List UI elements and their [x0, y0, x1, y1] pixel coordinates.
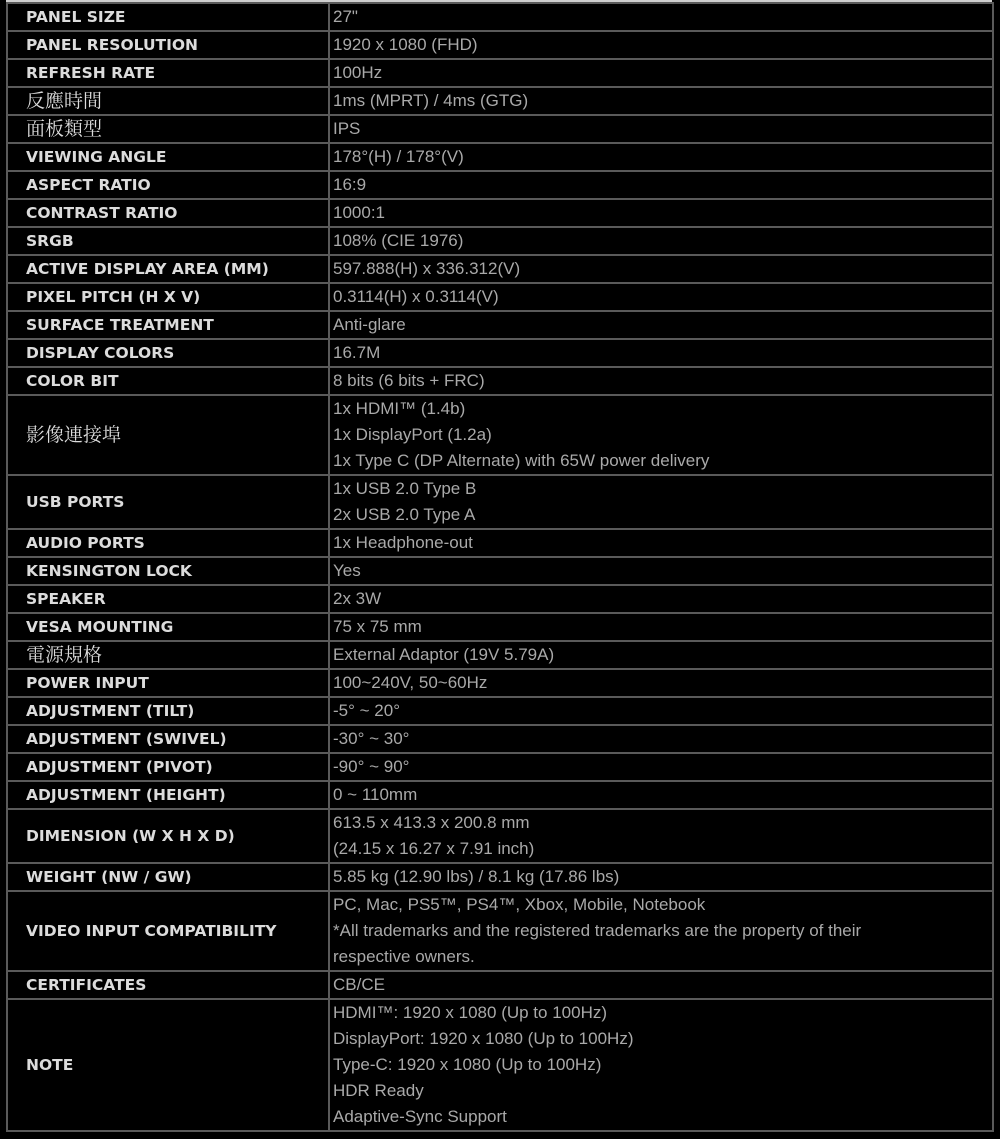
spec-label-text: PANEL RESOLUTION — [26, 36, 199, 54]
spec-value-line: 1x Headphone-out — [333, 533, 473, 552]
spec-value — [329, 115, 993, 143]
spec-label — [7, 255, 329, 283]
spec-value — [329, 891, 993, 971]
spec-label — [7, 227, 329, 255]
spec-value-line: -30° ~ 30° — [333, 729, 410, 748]
spec-row — [7, 31, 993, 59]
spec-label — [7, 395, 329, 475]
spec-value-line: IPS — [333, 119, 361, 138]
spec-label-text: WEIGHT (NW / GW) — [26, 868, 192, 886]
spec-row — [7, 697, 993, 725]
spec-label — [7, 31, 329, 59]
spec-value-line: 1ms (MPRT) / 4ms (GTG) — [333, 91, 529, 110]
spec-label-text: CONTRAST RATIO — [26, 204, 178, 222]
spec-value — [329, 283, 993, 311]
spec-label-text: ADJUSTMENT (HEIGHT) — [26, 786, 226, 804]
spec-value — [329, 971, 993, 999]
spec-row — [7, 59, 993, 87]
spec-value — [329, 87, 993, 115]
spec-value-line: 5.85 kg (12.90 lbs) / 8.1 kg (17.86 lbs) — [333, 867, 620, 886]
spec-value — [329, 669, 993, 697]
spec-label — [7, 87, 329, 115]
spec-label — [7, 199, 329, 227]
spec-label-text: USB PORTS — [26, 493, 125, 511]
spec-row — [7, 971, 993, 999]
spec-row — [7, 613, 993, 641]
spec-value-line: PC, Mac, PS5™, PS4™, Xbox, Mobile, Notebook — [333, 895, 706, 914]
spec-value-line: 1x HDMI™ (1.4b) — [333, 399, 466, 418]
spec-value-line: 0.3114(H) x 0.3114(V) — [333, 287, 499, 306]
spec-row — [7, 557, 993, 585]
spec-label-text: 面板類型 — [26, 118, 103, 140]
spec-label — [7, 781, 329, 809]
spec-value — [329, 781, 993, 809]
spec-value-line: 100~240V, 50~60Hz — [333, 673, 488, 692]
spec-row — [7, 283, 993, 311]
spec-row — [7, 395, 993, 475]
spec-value-line: respective owners. — [333, 947, 475, 966]
spec-label-text: PANEL SIZE — [26, 8, 126, 26]
spec-label — [7, 475, 329, 529]
spec-label-text: DISPLAY COLORS — [26, 344, 175, 362]
spec-row — [7, 475, 993, 529]
spec-label — [7, 339, 329, 367]
spec-value — [329, 585, 993, 613]
spec-row — [7, 227, 993, 255]
spec-value-line: 16.7M — [333, 343, 381, 362]
spec-label-text: KENSINGTON LOCK — [26, 562, 192, 580]
spec-label-text: VIDEO INPUT COMPATIBILITY — [26, 922, 277, 940]
spec-row — [7, 809, 993, 863]
spec-label — [7, 311, 329, 339]
spec-value — [329, 339, 993, 367]
spec-value-line: Yes — [333, 561, 361, 580]
spec-value-line: 1x USB 2.0 Type B — [333, 479, 477, 498]
spec-label — [7, 171, 329, 199]
spec-value — [329, 367, 993, 395]
spec-label — [7, 59, 329, 87]
spec-label-text: ADJUSTMENT (TILT) — [26, 702, 195, 720]
spec-value-line: 0 ~ 110mm — [333, 785, 418, 804]
spec-value-line: Anti-glare — [333, 315, 406, 334]
spec-label — [7, 367, 329, 395]
spec-value — [329, 59, 993, 87]
spec-value — [329, 255, 993, 283]
spec-row — [7, 311, 993, 339]
spec-label-text: REFRESH RATE — [26, 64, 156, 82]
spec-label — [7, 3, 329, 31]
spec-label-text: 反應時間 — [26, 90, 103, 112]
spec-label-text: 電源規格 — [26, 644, 103, 666]
spec-value-line: 16:9 — [333, 175, 367, 194]
spec-label-text: PIXEL PITCH (H X V) — [26, 288, 201, 306]
spec-label — [7, 809, 329, 863]
spec-value — [329, 31, 993, 59]
spec-value-line: 1x DisplayPort (1.2a) — [333, 425, 492, 444]
spec-row — [7, 585, 993, 613]
spec-row — [7, 339, 993, 367]
spec-value-line: HDR Ready — [333, 1081, 424, 1100]
spec-value — [329, 725, 993, 753]
spec-value-line: -90° ~ 90° — [333, 757, 410, 776]
spec-label-text: ADJUSTMENT (PIVOT) — [26, 758, 213, 776]
spec-value-line: External Adaptor (19V 5.79A) — [333, 645, 555, 664]
spec-value-line: *All trademarks and the registered trademarks are the property of their — [333, 921, 862, 940]
spec-row — [7, 999, 993, 1131]
spec-row — [7, 3, 993, 31]
spec-table — [6, 2, 994, 1132]
spec-label-text: ADJUSTMENT (SWIVEL) — [26, 730, 227, 748]
spec-value — [329, 753, 993, 781]
spec-row — [7, 255, 993, 283]
spec-value — [329, 395, 993, 475]
spec-value — [329, 809, 993, 863]
spec-value-line: 75 x 75 mm — [333, 617, 422, 636]
spec-label — [7, 725, 329, 753]
spec-label — [7, 999, 329, 1131]
spec-label — [7, 283, 329, 311]
spec-value-line: HDMI™: 1920 x 1080 (Up to 100Hz) — [333, 1003, 608, 1022]
spec-label — [7, 971, 329, 999]
spec-table-frame — [6, 0, 992, 1132]
spec-label-text: VIEWING ANGLE — [26, 148, 167, 166]
spec-row — [7, 781, 993, 809]
spec-value-line: Type-C: 1920 x 1080 (Up to 100Hz) — [333, 1055, 602, 1074]
spec-label-text: DIMENSION (W X H X D) — [26, 827, 235, 845]
spec-row — [7, 199, 993, 227]
spec-value — [329, 999, 993, 1131]
spec-label-text: COLOR BIT — [26, 372, 119, 390]
spec-value-line: 2x USB 2.0 Type A — [333, 505, 476, 524]
spec-label-text: NOTE — [26, 1056, 74, 1074]
spec-label — [7, 115, 329, 143]
spec-label-text: AUDIO PORTS — [26, 534, 145, 552]
spec-value — [329, 613, 993, 641]
spec-value-line: Adaptive-Sync Support — [333, 1107, 507, 1126]
spec-value-line: 8 bits (6 bits + FRC) — [333, 371, 485, 390]
spec-label — [7, 753, 329, 781]
spec-label-text: VESA MOUNTING — [26, 618, 174, 636]
spec-value — [329, 171, 993, 199]
spec-label-text: CERTIFICATES — [26, 976, 147, 994]
spec-label-text: 影像連接埠 — [26, 424, 122, 446]
spec-label — [7, 143, 329, 171]
spec-value-line: 2x 3W — [333, 589, 382, 608]
spec-value — [329, 557, 993, 585]
spec-value-line: 1920 x 1080 (FHD) — [333, 35, 478, 54]
spec-value-line: CB/CE — [333, 975, 385, 994]
spec-label-text: SURFACE TREATMENT — [26, 316, 214, 334]
spec-label-text: POWER INPUT — [26, 674, 149, 692]
spec-value-line: 613.5 x 413.3 x 200.8 mm — [333, 813, 530, 832]
spec-label — [7, 557, 329, 585]
spec-value-line: 178°(H) / 178°(V) — [333, 147, 464, 166]
spec-label-text: ASPECT RATIO — [26, 176, 151, 194]
spec-value-line: -5° ~ 20° — [333, 701, 400, 720]
spec-value — [329, 529, 993, 557]
spec-value-line: 108% (CIE 1976) — [333, 231, 464, 250]
spec-label — [7, 891, 329, 971]
spec-value-line: (24.15 x 16.27 x 7.91 inch) — [333, 839, 535, 858]
spec-row — [7, 891, 993, 971]
spec-label — [7, 613, 329, 641]
spec-label — [7, 863, 329, 891]
spec-value — [329, 697, 993, 725]
spec-value — [329, 863, 993, 891]
spec-value — [329, 199, 993, 227]
spec-value-line: 100Hz — [333, 63, 383, 82]
spec-value-line: 1000:1 — [333, 203, 385, 222]
spec-row — [7, 529, 993, 557]
spec-label-text: SRGB — [26, 232, 74, 250]
spec-value-line: 27" — [333, 7, 358, 26]
spec-label-text: SPEAKER — [26, 590, 106, 608]
spec-label — [7, 585, 329, 613]
spec-value — [329, 227, 993, 255]
spec-row — [7, 115, 993, 143]
spec-row — [7, 669, 993, 697]
spec-value — [329, 475, 993, 529]
spec-row — [7, 143, 993, 171]
spec-label-text: ACTIVE DISPLAY AREA (MM) — [26, 260, 269, 278]
spec-value-line: 1x Type C (DP Alternate) with 65W power delivery — [333, 451, 710, 470]
spec-row — [7, 725, 993, 753]
spec-label — [7, 529, 329, 557]
spec-row — [7, 863, 993, 891]
spec-value-line: 597.888(H) x 336.312(V) — [333, 259, 521, 278]
spec-row — [7, 87, 993, 115]
spec-value — [329, 143, 993, 171]
spec-label — [7, 697, 329, 725]
spec-row — [7, 171, 993, 199]
spec-value — [329, 641, 993, 669]
spec-label — [7, 669, 329, 697]
spec-value — [329, 3, 993, 31]
spec-table-body — [7, 3, 993, 1131]
spec-value — [329, 311, 993, 339]
spec-row — [7, 641, 993, 669]
spec-label — [7, 641, 329, 669]
spec-value-line: DisplayPort: 1920 x 1080 (Up to 100Hz) — [333, 1029, 634, 1048]
spec-row — [7, 753, 993, 781]
spec-row — [7, 367, 993, 395]
